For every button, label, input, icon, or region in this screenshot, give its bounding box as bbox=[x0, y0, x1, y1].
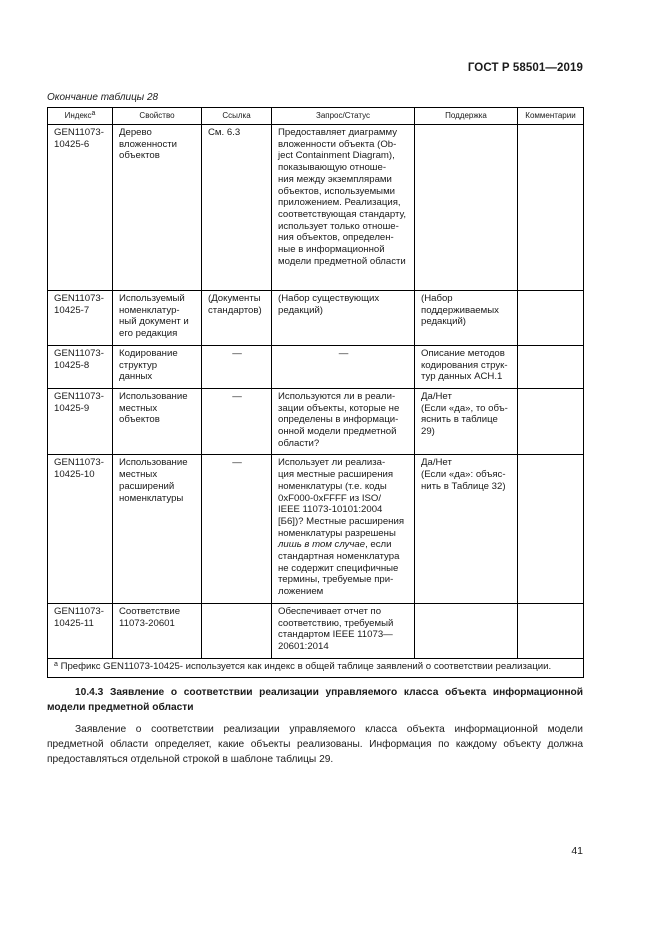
cell-property: Кодирование структур данных bbox=[113, 345, 202, 388]
col-header-comments: Комментарии bbox=[518, 108, 584, 125]
standard-code: ГОСТ Р 58501—2019 bbox=[467, 62, 583, 74]
col-header-support: Поддержка bbox=[415, 108, 518, 125]
table-header-row bbox=[48, 108, 584, 125]
cell-index: GEN11073- 10425-8 bbox=[48, 345, 113, 388]
col-header-query: Запрос/Статус bbox=[272, 108, 415, 125]
table-footnote-row bbox=[48, 658, 584, 678]
col-header-property: Свойство bbox=[113, 108, 202, 125]
cell-property: Использование местных расширений номенклатуры bbox=[113, 455, 202, 603]
cell-reference: — bbox=[202, 388, 272, 455]
table-row bbox=[48, 291, 584, 346]
table-caption: Окончание таблицы 28 bbox=[47, 92, 159, 103]
page-number: 41 bbox=[571, 845, 583, 857]
cell-reference: — bbox=[202, 455, 272, 603]
cell-index: GEN11073- 10425-7 bbox=[48, 291, 113, 346]
col-header-reference: Ссылка bbox=[202, 108, 272, 125]
table-row bbox=[48, 125, 584, 291]
cell-support: Да/Нет (Если «да», то объ- яснить в таблице 29) bbox=[415, 388, 518, 455]
section-heading: 10.4.3 Заявление о соответствии реализации управляемого класса объекта информационной модели предметной области bbox=[47, 687, 583, 713]
cell-comments bbox=[518, 603, 584, 658]
cell-index: GEN11073- 10425-10 bbox=[48, 455, 113, 603]
cell-reference: См. 6.3 bbox=[202, 125, 272, 291]
cell-reference bbox=[202, 603, 272, 658]
cell-query: (Набор существующих редакций) bbox=[272, 291, 415, 346]
cell-query: Использует ли реализа- ция местные расширения номенклатуры (т.е. коды 0xF000-0xFFFF из ISO/ IEEE 11073-10101:2004 [Б6])? Местные расширения номенклатуры разрешены лишь в том случае, если стандартная номенклатура не содержит специфичные термины, требуемые при- ложением bbox=[272, 455, 415, 603]
cell-property: Соответствие 11073-20601 bbox=[113, 603, 202, 658]
table-row bbox=[48, 455, 584, 603]
cell-comments bbox=[518, 455, 584, 603]
cell-support: (Набор поддерживаемых редакций) bbox=[415, 291, 518, 346]
section-10-4-3 bbox=[47, 685, 583, 767]
cell-support bbox=[415, 125, 518, 291]
cell-query: — bbox=[272, 345, 415, 388]
table-row bbox=[48, 388, 584, 455]
conformance-table bbox=[47, 107, 584, 678]
table-row bbox=[48, 345, 584, 388]
italic-phrase: лишь в том случае bbox=[278, 539, 366, 551]
cell-query: Используются ли в реали- зации объекты, которые не определены в информаци- онной модели предметной области? bbox=[272, 388, 415, 455]
cell-query: Предоставляет диаграмму вложенности объекта (Ob- ject Containment Diagram), показывающую отноше- ния между экземплярами объектов, используемыми приложением. Реализация, соответствующая стандарту, использует только отноше- ния объектов, определен- ные в информационной модели предметной области bbox=[272, 125, 415, 291]
cell-index: GEN11073- 10425-9 bbox=[48, 388, 113, 455]
cell-property: Дерево вложенности объектов bbox=[113, 125, 202, 291]
cell-comments bbox=[518, 388, 584, 455]
cell-comments bbox=[518, 125, 584, 291]
cell-index: GEN11073- 10425-6 bbox=[48, 125, 113, 291]
cell-query: Обеспечивает отчет по соответствию, требуемый стандартом IEEE 11073— 20601:2014 bbox=[272, 603, 415, 658]
cell-index: GEN11073- 10425-11 bbox=[48, 603, 113, 658]
cell-support: Да/Нет (Если «да»: объяс- нить в Таблице 32) bbox=[415, 455, 518, 603]
cell-reference: — bbox=[202, 345, 272, 388]
section-paragraph: Заявление о соответствии реализации управляемого класса объекта информационной модели предметной области определяет, какие объекты реализованы. Информация по каждому объекту должна предоставляться отдельной строкой в шаблоне таблицы 29. bbox=[47, 724, 583, 765]
cell-property: Использование местных объектов bbox=[113, 388, 202, 455]
table-row bbox=[48, 603, 584, 658]
cell-comments bbox=[518, 345, 584, 388]
cell-support: Описание методов кодирования струк- тур данных ACH.1 bbox=[415, 345, 518, 388]
cell-support bbox=[415, 603, 518, 658]
col-header-index: Индекс$^а$ bbox=[48, 108, 113, 125]
cell-property: Используемый номенклатур- ный документ и его редакция bbox=[113, 291, 202, 346]
cell-reference: (Документы стандартов) bbox=[202, 291, 272, 346]
table-footnote: $^а$ Префикс GEN11073-10425- используется как индекс в общей таблице заявлений о соответствии реализации. bbox=[48, 658, 584, 678]
cell-comments bbox=[518, 291, 584, 346]
